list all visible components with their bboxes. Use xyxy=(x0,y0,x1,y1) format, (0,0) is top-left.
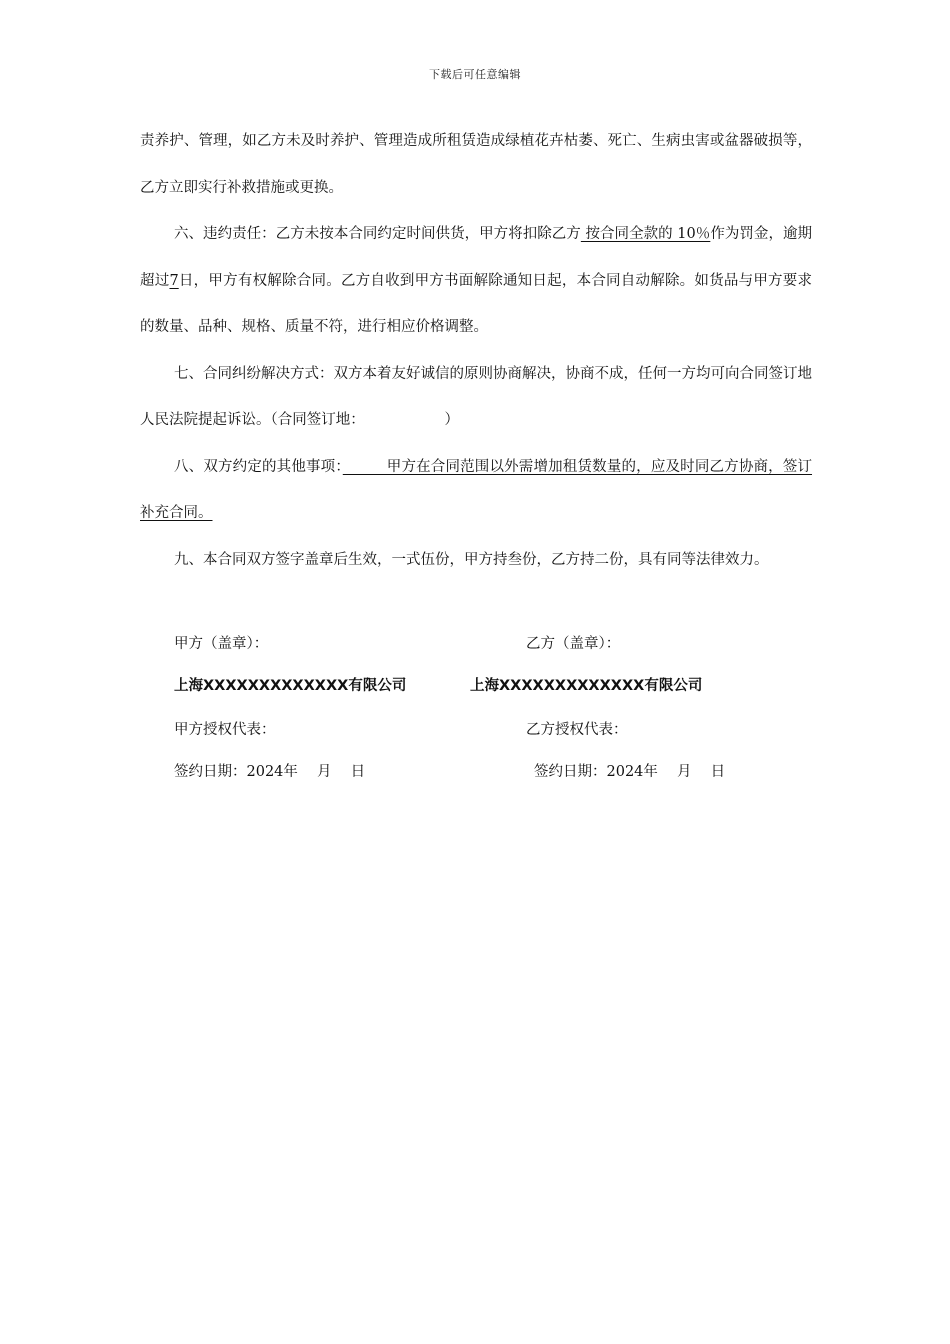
representative-row xyxy=(0,718,950,742)
paragraph-maintenance: 责养护、管理，如乙方未及时养护、管理造成所租赁造成绿植花卉枯萎、死亡、生病虫害或盆器破损等，乙方立即实行补救措施或更换。 xyxy=(140,133,812,196)
paragraph-other-matters xyxy=(140,444,812,537)
penalty-amount-underlined: 按合同全款的 10％ xyxy=(580,226,711,242)
breach-text-a: 六、违约责任：乙方未按本合同约定时间供货，甲方将扣除乙方 xyxy=(174,226,581,242)
seal-row xyxy=(0,632,950,656)
party-b-representative-label: 乙方授权代表： xyxy=(526,722,628,738)
party-b-seal-label: 乙方（盖章）： xyxy=(526,636,621,652)
paragraph-dispute-resolution: 七、合同纠纷解决方式：双方本着友好诚信的原则协商解决，协商不成，任何一方均可向合同签订地人民法院提起诉讼。（合同签订地： ） xyxy=(140,365,812,428)
contract-body xyxy=(140,118,812,583)
other-matters-underlined: 甲方在合同范围以外需增加租赁数量的，应及时同乙方协商，签订补充合同。 xyxy=(140,458,813,521)
date-row xyxy=(0,760,950,784)
paragraph-effectiveness: 九、本合同双方签字盖章后生效，一式伍份，甲方持叁份，乙方持二份，具有同等法律效力。 xyxy=(174,551,769,568)
party-a-seal-label: 甲方（盖章）： xyxy=(174,636,269,652)
party-a-company: 上海XXXXXXXXXXXXX有限公司 xyxy=(174,678,407,694)
breach-text-c: 日，甲方有权解除合同。乙方自收到甲方书面解除通知日起，本合同自动解除。如货品与甲方要求的数量、品种、规格、质量不符，进行相应价格调整。 xyxy=(140,272,813,335)
party-b-company: 上海XXXXXXXXXXXXX有限公司 xyxy=(470,678,703,694)
breach-text-b: 作为罚金，逾期超过 xyxy=(140,226,813,289)
party-a-sign-date: 签约日期：2024年 月 日 xyxy=(174,764,366,780)
overdue-days-underlined: 7 xyxy=(169,272,179,289)
other-matters-label: 八、双方约定的其他事项： xyxy=(174,458,343,475)
party-a-representative-label: 甲方授权代表： xyxy=(174,722,276,738)
paragraph-breach-liability xyxy=(140,211,812,351)
party-b-sign-date: 签约日期：2024年 月 日 xyxy=(534,764,726,780)
header-note: 下载后可任意编辑 xyxy=(429,68,521,81)
company-row xyxy=(0,674,950,698)
